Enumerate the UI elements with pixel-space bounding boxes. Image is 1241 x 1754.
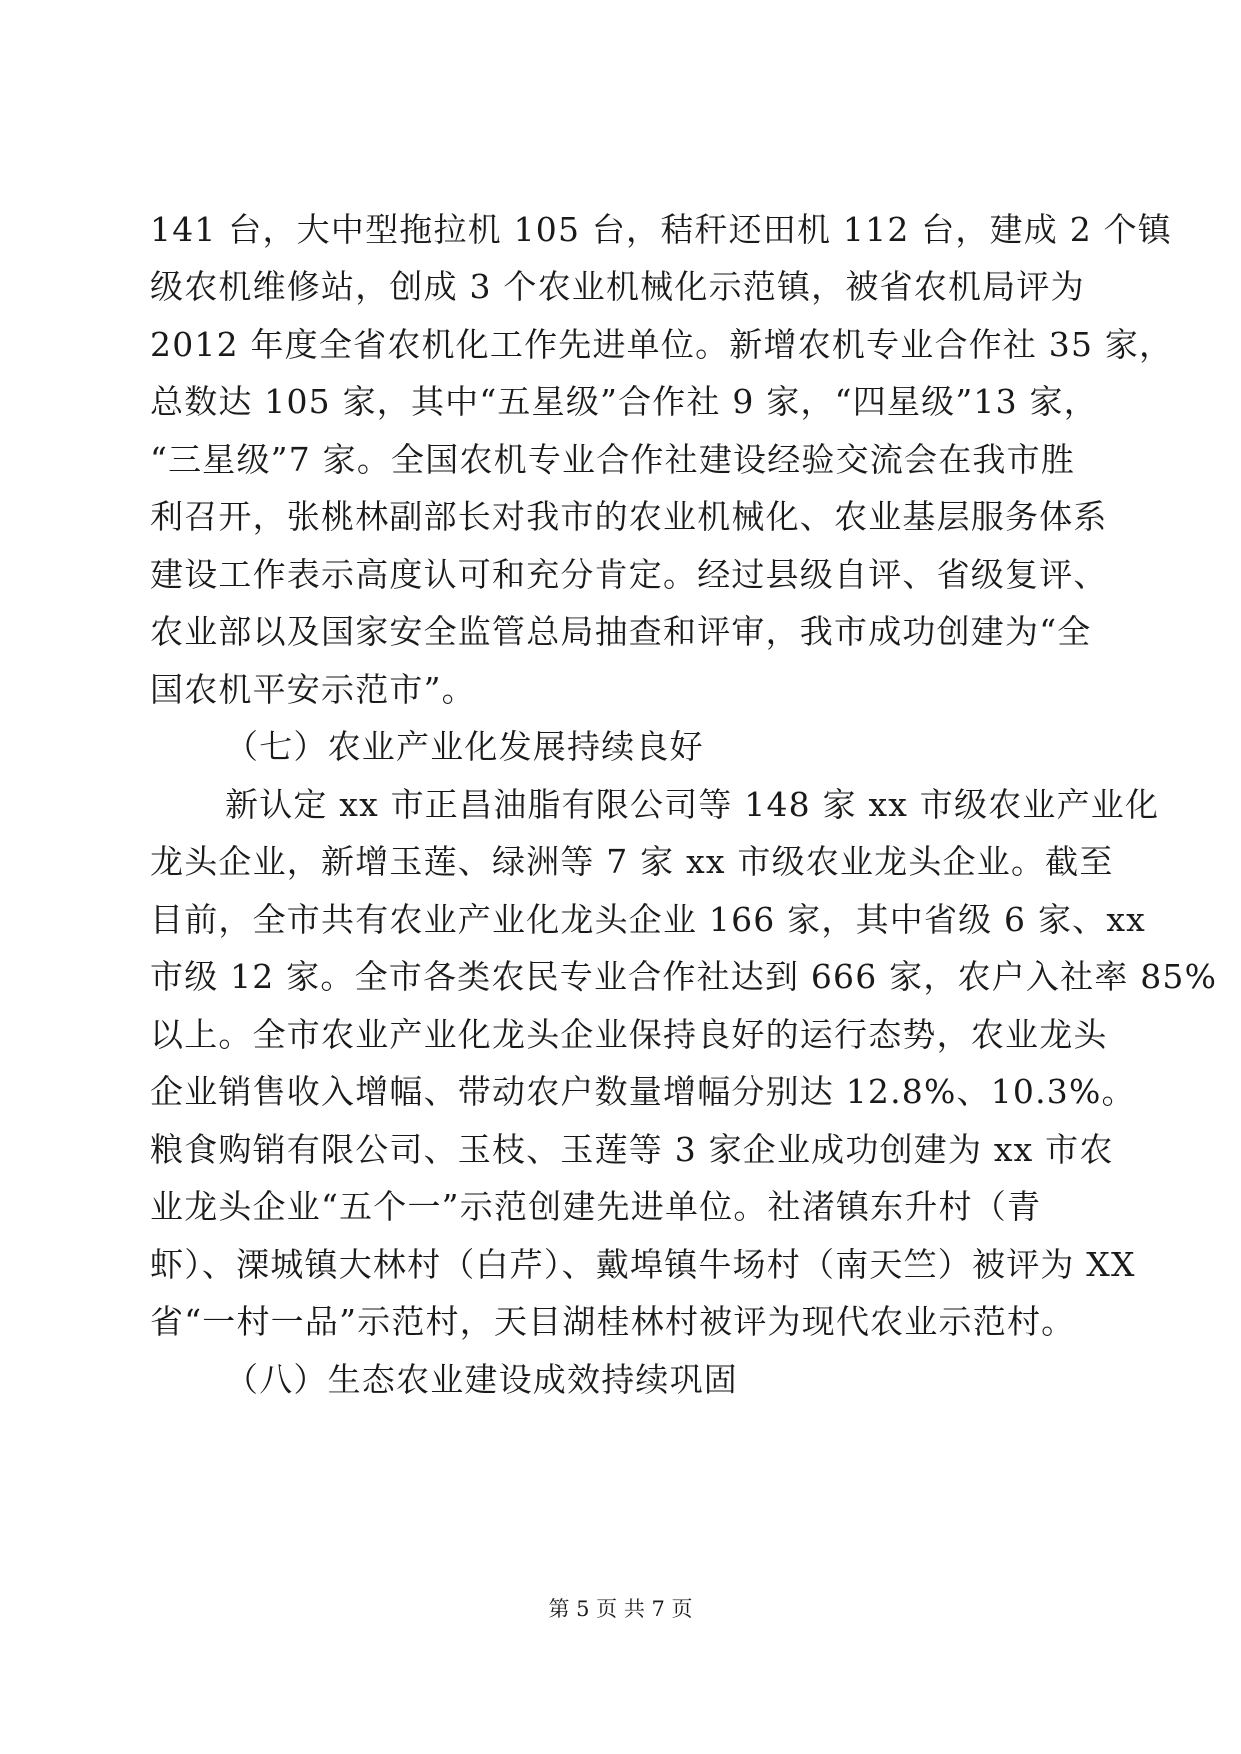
body-line: 利召开，张桃林副部长对我市的农业机械化、农业基层服务体系 <box>150 497 1108 536</box>
body-line: 总数达 105 家，其中“五星级”合作社 9 家，“四星级”13 家， <box>150 382 1098 421</box>
body-line: 国农机平安示范市”。 <box>150 670 476 709</box>
body-line: 目前，全市共有农业产业化龙头企业 166 家，其中省级 6 家、xx <box>150 900 1146 939</box>
section-heading: （八）生态农业建设成效持续巩固 <box>225 1360 738 1399</box>
body-line: 龙头企业，新增玉莲、绿洲等 7 家 xx 市级农业龙头企业。截至 <box>150 842 1114 881</box>
body-line: 新认定 xx 市正昌油脂有限公司等 148 家 xx 市级农业产业化 <box>225 785 1160 824</box>
body-line: 虾）、溧城镇大林村（白芹）、戴埠镇牛场村（南天竺）被评为 XX <box>150 1245 1136 1284</box>
body-line: 省“一村一品”示范村，天目湖桂林村被评为现代农业示范村。 <box>150 1302 1076 1341</box>
body-line: 2012 年度全省农机化工作先进单位。新增农机专业合作社 35 家， <box>150 325 1174 364</box>
body-line: 市级 12 家。全市各类农民专业合作社达到 666 家，农户入社率 85% <box>150 957 1218 996</box>
body-line: 企业销售收入增幅、带动农户数量增幅分别达 12.8%、10.3%。 <box>150 1072 1136 1111</box>
body-line: 建设工作表示高度认可和充分肯定。经过县级自评、省级复评、 <box>150 555 1108 594</box>
body-line: 级农机维修站，创成 3 个农业机械化示范镇，被省农机局评为 <box>150 267 1085 306</box>
body-line: 业龙头企业“五个一”示范创建先进单位。社渚镇东升村（青 <box>150 1187 1042 1226</box>
section-heading: （七）农业产业化发展持续良好 <box>225 727 704 766</box>
body-line: 以上。全市农业产业化龙头企业保持良好的运行态势，农业龙头 <box>150 1015 1108 1054</box>
body-line: 141 台，大中型拖拉机 105 台，秸秆还田机 112 台，建成 2 个镇 <box>150 210 1172 249</box>
body-line: “三星级”7 家。全国农机专业合作社建设经验交流会在我市胜 <box>150 440 1076 479</box>
page-number-footer: 第 5 页 共 7 页 <box>548 1597 693 1621</box>
body-line: 农业部以及国家安全监管总局抽查和评审，我市成功创建为“全 <box>150 612 1092 651</box>
body-line: 粮食购销有限公司、玉枝、玉莲等 3 家企业成功创建为 xx 市农 <box>150 1130 1114 1169</box>
